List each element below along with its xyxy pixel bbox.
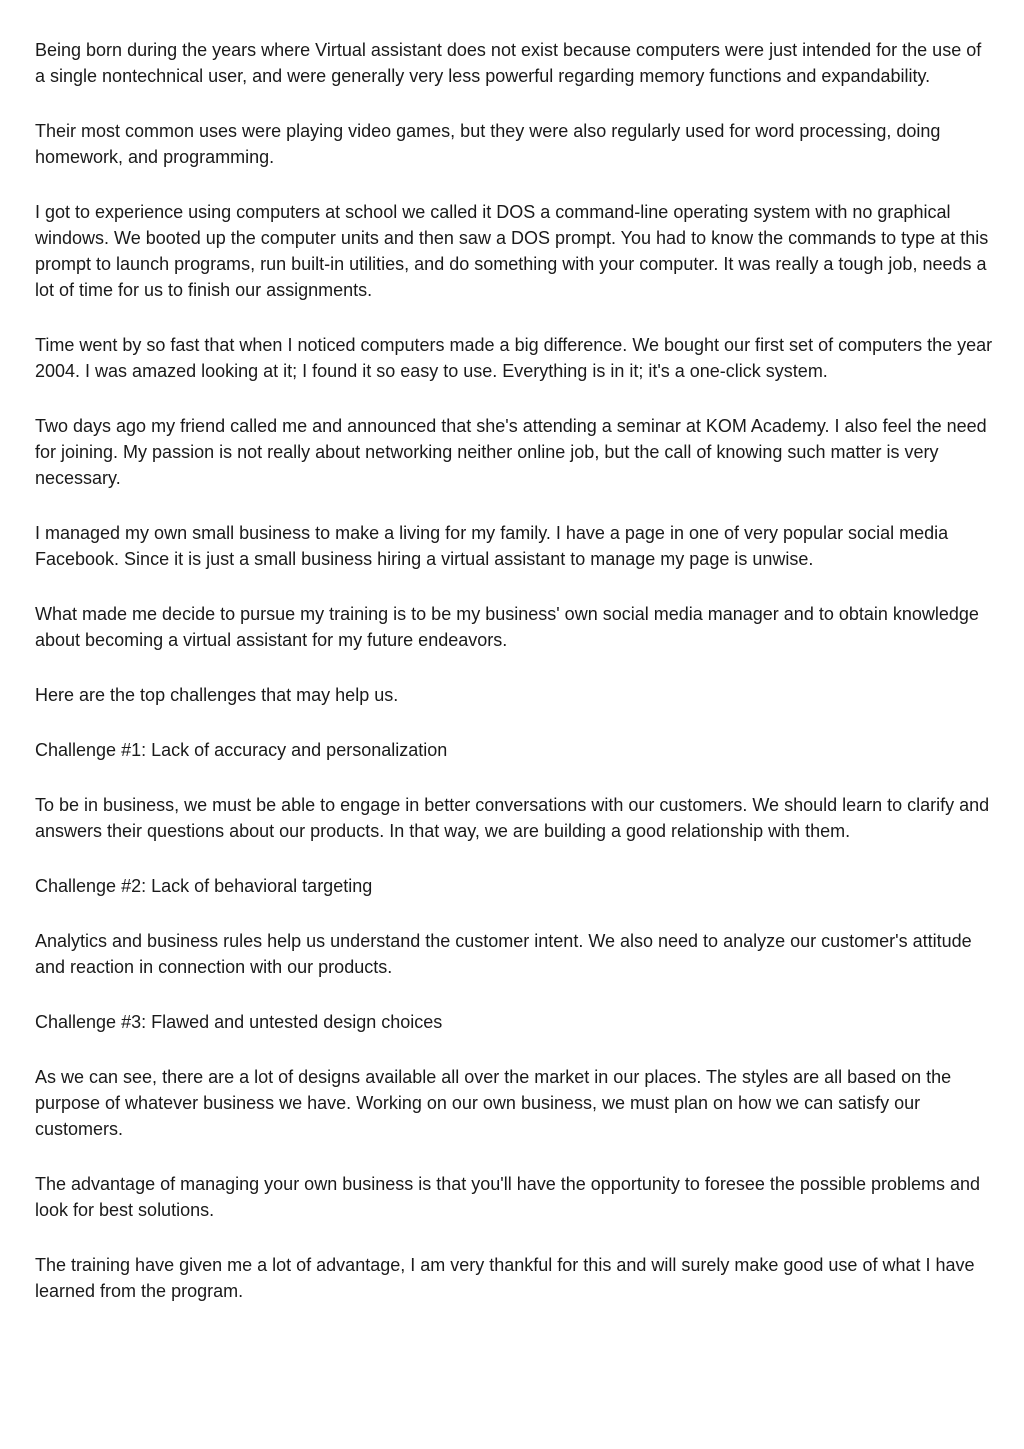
- paragraph-seminar: Two days ago my friend called me and announced that she's attending a seminar at KOM Academy. I also feel the need for joining. My passion is not really about networking neither online job, but the call of knowing such matter is very necessary.: [35, 416, 987, 488]
- paragraph-conclusion: The training have given me a lot of advantage, I am very thankful for this and will surely make good use of what I have learned from the program.: [35, 1255, 975, 1301]
- paragraph-intro: Being born during the years where Virtual assistant does not exist because computers were just intended for the use of a single nontechnical user, and were generally very less powerful regarding memory functions and expandability.: [35, 40, 982, 86]
- paragraph-challenge-3: As we can see, there are a lot of designs available all over the market in our places. The styles are all based on the purpose of whatever business we have. Working on our own business, we must plan on how we can satisfy our customers.: [35, 1067, 952, 1139]
- paragraph-dos-experience: I got to experience using computers at school we called it DOS a command-line operating system with no graphical windows. We booted up the computer units and then saw a DOS prompt. You had to know the commands to type at this prompt to launch programs, run built-in utilities, and do something with your computer. It was really a tough job, needs a lot of time for us to finish our assignments.: [35, 202, 989, 300]
- paragraph-common-uses: Their most common uses were playing video games, but they were also regularly used for word processing, doing homework, and programming.: [35, 121, 941, 167]
- paragraph-challenges-intro: Here are the top challenges that may help us.: [35, 685, 399, 705]
- paragraph-training-motivation: What made me decide to pursue my training is to be my business' own social media manager and to obtain knowledge about becoming a virtual assistant for my future endeavors.: [35, 604, 979, 650]
- paragraph-advantage: The advantage of managing your own business is that you'll have the opportunity to foresee the possible problems and look for best solutions.: [35, 1174, 981, 1220]
- paragraph-challenge-1: To be in business, we must be able to engage in better conversations with our customers. We should learn to clarify and answers their questions about our products. In that way, we are building a good relationship with them.: [35, 795, 990, 841]
- paragraph-challenge-2: Analytics and business rules help us understand the customer intent. We also need to analyze our customer's attitude and reaction in connection with our products.: [35, 931, 972, 977]
- challenge-heading-2: Challenge #2: Lack of behavioral targeting: [35, 876, 373, 896]
- paragraph-first-computers: Time went by so fast that when I noticed computers made a big difference. We bought our first set of computers the year 2004. I was amazed looking at it; I found it so easy to use. Everything is in it; it's a one-click system.: [35, 335, 993, 381]
- challenge-heading-1: Challenge #1: Lack of accuracy and personalization: [35, 740, 448, 760]
- challenge-heading-3: Challenge #3: Flawed and untested design choices: [35, 1012, 443, 1032]
- document-body: [35, 37, 995, 1333]
- paragraph-small-business: I managed my own small business to make a living for my family. I have a page in one of very popular social media Facebook. Since it is just a small business hiring a virtual assistant to manage my page is unwise.: [35, 523, 949, 569]
